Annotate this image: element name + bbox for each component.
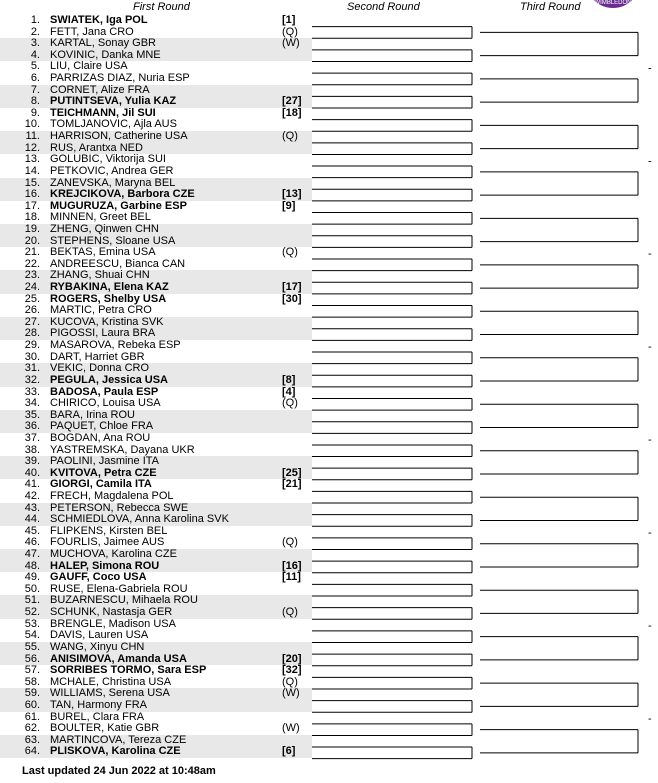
player-number: 25. xyxy=(24,292,40,305)
player-name: SWIATEK, Iga POL xyxy=(50,14,148,26)
logo-text: WIMBLEDON xyxy=(594,0,632,6)
player-name: PAOLINI, Jasmine ITA xyxy=(50,455,160,468)
player-seed: (Q) xyxy=(282,130,298,143)
third-round-marker: - xyxy=(648,713,652,726)
player-number: 41. xyxy=(24,478,40,491)
player-number: 19. xyxy=(24,222,40,235)
player-name: ZHANG, Shuai CHN xyxy=(50,269,150,282)
player-name: KOVINIC, Danka MNE xyxy=(50,48,161,61)
player-name: HARRISON, Catherine USA xyxy=(50,130,188,143)
third-round-marker: - xyxy=(648,620,652,633)
player-seed: [25] xyxy=(282,466,302,479)
player-name: CORNET, Alize FRA xyxy=(50,83,150,96)
player-number: 14. xyxy=(24,164,40,177)
player-name: MARTIC, Petra CRO xyxy=(50,304,152,317)
player-number: 42. xyxy=(24,489,40,502)
player-name: BARA, Irina ROU xyxy=(50,408,135,421)
player-name: BRENGLE, Madison USA xyxy=(50,617,176,630)
third-round-marker: - xyxy=(648,62,652,75)
player-name: WILLIAMS, Serena USA xyxy=(50,687,170,700)
player-number: 34. xyxy=(24,397,40,410)
player-seed: [4] xyxy=(282,385,296,398)
player-name: MINNEN, Greet BEL xyxy=(50,211,151,224)
player-name: HALEP, Simona ROU xyxy=(50,559,160,572)
player-number: 62. xyxy=(24,722,40,735)
player-name: RYBAKINA, Elena KAZ xyxy=(50,281,169,294)
player-name: MASAROVA, Rebeka ESP xyxy=(50,339,181,352)
player-name: TOMLJANOVIC, Ajla AUS xyxy=(50,118,177,131)
player-seed: [9] xyxy=(282,199,296,212)
player-seed: [30] xyxy=(282,292,302,305)
player-seed: (W) xyxy=(282,687,300,700)
player-number: 5. xyxy=(30,60,40,73)
player-number: 58. xyxy=(24,675,40,688)
player-name: KREJCIKOVA, Barbora CZE xyxy=(50,188,195,201)
player-name: GAUFF, Coco USA xyxy=(50,571,147,584)
player-seed: [1] xyxy=(282,14,296,26)
player-name: KVITOVA, Petra CZE xyxy=(50,466,157,479)
player-number: 64. xyxy=(24,745,40,758)
player-name: FOURLIS, Jaimee AUS xyxy=(50,536,165,549)
player-number: 61. xyxy=(24,710,40,723)
player-number: 46. xyxy=(24,536,40,549)
player-seed: [16] xyxy=(282,559,302,572)
player-number: 63. xyxy=(24,733,40,746)
player-name: SCHUNK, Nastasja GER xyxy=(50,606,173,619)
player-name: PEGULA, Jessica USA xyxy=(50,373,168,386)
player-number: 23. xyxy=(24,269,40,282)
player-number: 30. xyxy=(24,350,40,363)
player-number: 29. xyxy=(24,339,40,352)
player-seed: [8] xyxy=(282,373,296,386)
player-name: FRECH, Magdalena POL xyxy=(50,489,174,502)
player-number: 53. xyxy=(24,617,40,630)
player-name: VEKIC, Donna CRO xyxy=(50,362,150,375)
player-name: BADOSA, Paula ESP xyxy=(50,385,159,398)
player-number: 43. xyxy=(24,501,40,514)
player-number: 26. xyxy=(24,304,40,317)
player-number: 10. xyxy=(24,118,40,131)
player-name: WANG, Xinyu CHN xyxy=(50,640,145,653)
player-number: 16. xyxy=(24,188,40,201)
player-name: ZHENG, Qinwen CHN xyxy=(50,222,159,235)
player-name: BOULTER, Katie GBR xyxy=(50,722,160,735)
player-name: MCHALE, Christina USA xyxy=(50,675,172,688)
player-number: 24. xyxy=(24,281,40,294)
player-number: 8. xyxy=(30,95,40,108)
player-name: BEKTAS, Emina USA xyxy=(50,246,156,259)
player-number: 35. xyxy=(24,408,40,421)
player-seed: (W) xyxy=(282,722,300,735)
player-number: 37. xyxy=(24,431,40,444)
player-seed: (W) xyxy=(282,37,300,50)
player-seed: [6] xyxy=(282,745,296,758)
third-round-marker: - xyxy=(648,527,652,540)
third-round-marker: - xyxy=(648,434,652,447)
player-name: STEPHENS, Sloane USA xyxy=(50,234,176,247)
player-number: 48. xyxy=(24,559,40,572)
player-number: 49. xyxy=(24,571,40,584)
player-number: 3. xyxy=(30,37,40,50)
player-seed: (Q) xyxy=(282,536,298,549)
player-number: 31. xyxy=(24,362,40,375)
player-name: MUCHOVA, Karolina CZE xyxy=(50,548,177,561)
player-seed: [18] xyxy=(282,106,302,119)
player-number: 38. xyxy=(24,443,40,456)
player-seed: (Q) xyxy=(282,397,298,410)
player-number: 22. xyxy=(24,257,40,270)
player-name: PAQUET, Chloe FRA xyxy=(50,420,154,433)
player-name: BOGDAN, Ana ROU xyxy=(50,431,151,444)
player-seed: [11] xyxy=(282,571,301,584)
player-name: TEICHMANN, Jil SUI xyxy=(50,106,156,119)
player-name: KUCOVA, Kristina SVK xyxy=(50,315,164,328)
player-number: 2. xyxy=(30,25,40,38)
player-name: PETKOVIC, Andrea GER xyxy=(50,164,174,177)
player-number: 36. xyxy=(24,420,40,433)
player-number: 55. xyxy=(24,640,40,653)
player-number: 6. xyxy=(30,72,40,85)
last-updated: Last updated 24 Jun 2022 at 10:48am xyxy=(22,765,216,777)
player-name: GOLUBIC, Viktorija SUI xyxy=(50,153,166,166)
player-seed: (Q) xyxy=(282,675,298,688)
player-number: 52. xyxy=(24,606,40,619)
player-name: PIGOSSI, Laura BRA xyxy=(50,327,156,340)
third-round-marker: - xyxy=(648,341,652,354)
player-name: KARTAL, Sonay GBR xyxy=(50,37,156,50)
player-seed: [20] xyxy=(282,652,302,665)
player-number: 28. xyxy=(24,327,40,340)
player-number: 1. xyxy=(30,14,40,26)
player-number: 27. xyxy=(24,315,40,328)
player-name: SCHMIEDLOVA, Anna Karolina SVK xyxy=(50,513,229,526)
player-seed: [17] xyxy=(282,281,302,294)
player-name: PETERSON, Rebecca SWE xyxy=(50,501,189,514)
player-seed: [13] xyxy=(282,188,302,201)
player-name: DAVIS, Lauren USA xyxy=(50,629,149,642)
player-name: CHIRICO, Louisa USA xyxy=(50,397,161,410)
player-number: 7. xyxy=(30,83,40,96)
header-first-round: First Round xyxy=(133,1,190,13)
player-number: 21. xyxy=(24,246,40,259)
player-seed: [32] xyxy=(282,664,302,677)
player-number: 15. xyxy=(24,176,40,189)
player-name: PLISKOVA, Karolina CZE xyxy=(50,745,181,758)
third-round-marker: - xyxy=(648,248,652,261)
player-name: GIORGI, Camila ITA xyxy=(50,478,152,491)
player-number: 39. xyxy=(24,455,40,468)
player-number: 59. xyxy=(24,687,40,700)
player-name: TAN, Harmony FRA xyxy=(50,698,147,711)
player-name: MUGURUZA, Garbine ESP xyxy=(50,199,187,212)
player-number: 12. xyxy=(24,141,40,154)
player-number: 20. xyxy=(24,234,40,247)
player-seed: [27] xyxy=(282,95,302,108)
player-name: RUS, Arantxa NED xyxy=(50,141,143,154)
player-name: ANISIMOVA, Amanda USA xyxy=(50,652,187,665)
header-second-round: Second Round xyxy=(347,1,420,13)
player-name: ROGERS, Shelby USA xyxy=(50,292,167,305)
player-name: DART, Harriet GBR xyxy=(50,350,145,363)
player-seed: (Q) xyxy=(282,606,298,619)
player-name: PUTINTSEVA, Yulia KAZ xyxy=(50,95,177,108)
player-name: RUSE, Elena-Gabriela ROU xyxy=(50,582,188,595)
player-number: 33. xyxy=(24,385,40,398)
player-number: 50. xyxy=(24,582,40,595)
player-name: MARTINCOVA, Tereza CZE xyxy=(50,733,187,746)
player-number: 57. xyxy=(24,664,40,677)
player-number: 45. xyxy=(24,524,40,537)
player-number: 56. xyxy=(24,652,40,665)
player-seed: (Q) xyxy=(282,246,298,259)
player-number: 51. xyxy=(24,594,40,607)
player-number: 17. xyxy=(24,199,40,212)
player-name: FLIPKENS, Kirsten BEL xyxy=(50,524,168,537)
player-number: 11. xyxy=(25,130,40,143)
player-seed: [21] xyxy=(282,478,302,491)
player-seed: (Q) xyxy=(282,25,298,38)
player-number: 9. xyxy=(30,106,40,119)
player-name: SORRIBES TORMO, Sara ESP xyxy=(50,664,207,677)
player-number: 60. xyxy=(24,698,40,711)
player-number: 32. xyxy=(24,373,40,386)
player-name: YASTREMSKA, Dayana UKR xyxy=(50,443,195,456)
player-name: BUZARNESCU, Mihaela ROU xyxy=(50,594,198,607)
player-number: 13. xyxy=(24,153,40,166)
player-name: FETT, Jana CRO xyxy=(50,25,134,38)
player-number: 4. xyxy=(30,48,40,61)
player-number: 44. xyxy=(24,513,40,526)
player-name: PARRIZAS DIAZ, Nuria ESP xyxy=(50,72,190,85)
header-third-round: Third Round xyxy=(520,1,581,13)
player-name: ANDREESCU, Bianca CAN xyxy=(50,257,186,270)
third-round-marker: - xyxy=(648,155,652,168)
player-number: 18. xyxy=(24,211,40,224)
player-name: BUREL, Clara FRA xyxy=(50,710,145,723)
player-number: 40. xyxy=(24,466,40,479)
player-number: 47. xyxy=(24,548,40,561)
player-name: LIU, Claire USA xyxy=(50,60,128,73)
player-name: ZANEVSKA, Maryna BEL xyxy=(50,176,176,189)
player-number: 54. xyxy=(24,629,40,642)
